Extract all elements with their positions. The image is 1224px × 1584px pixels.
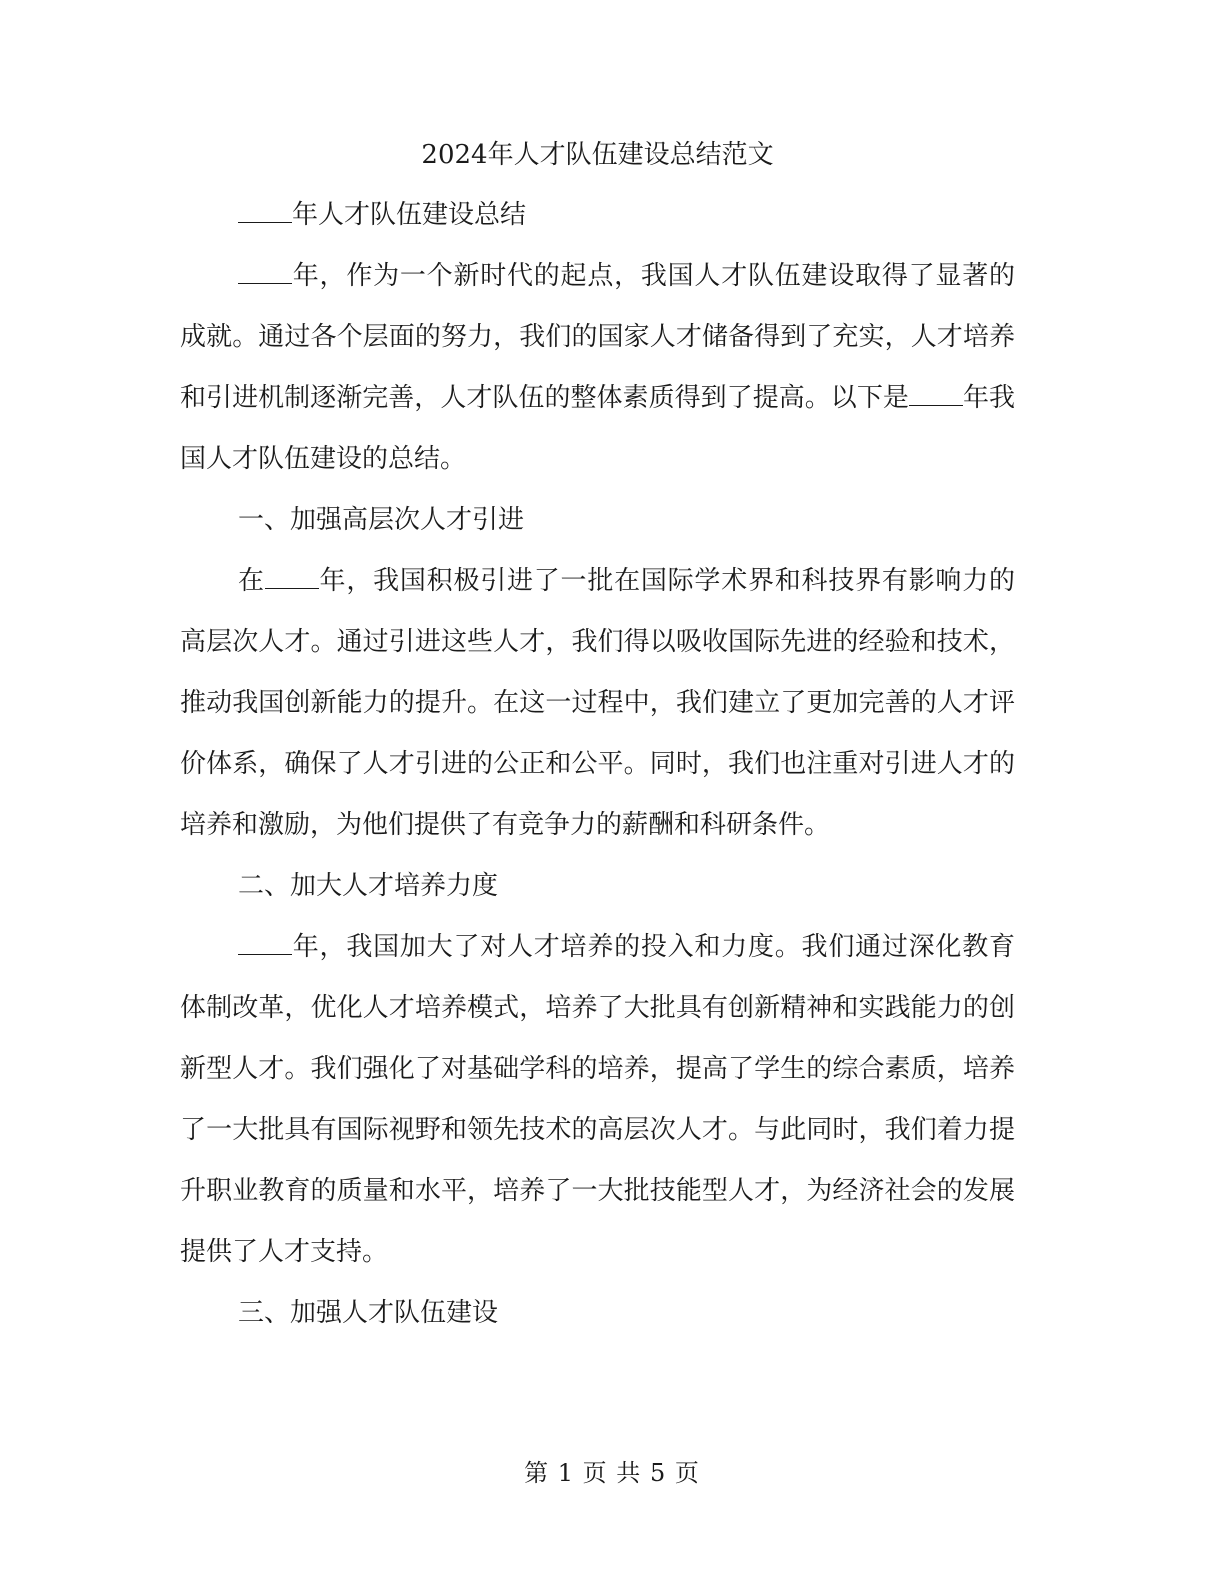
paragraph-intro <box>180 246 1015 490</box>
paragraph-heading-year-summary <box>180 185 1015 246</box>
year-blank <box>238 199 292 223</box>
paragraph-text: 年，作为一个新时代的起点，我国人才队伍建设取得了显著的成就。通过各个层面的努力，我们的国家人才储备得到了充实，人才培养和引进机制逐渐完善，人才队伍的整体素质得到了提高。以下是 <box>180 261 1015 413</box>
paragraph-text-tail: 年我国人才队伍建设的总结。 <box>180 383 1015 474</box>
page-number-footer: 第 1 页 共 5 页 <box>524 1459 700 1487</box>
paragraph-text-pre: 在 <box>238 566 265 596</box>
year-blank <box>238 931 292 955</box>
document-title: 2024年人才队伍建设总结范文 <box>421 140 774 170</box>
year-blank <box>909 382 963 406</box>
document-page <box>180 125 1015 1344</box>
paragraph-text: 年，我国加大了对人才培养的投入和力度。我们通过深化教育体制改革，优化人才培养模式，培养了大批具有创新精神和实践能力的创新型人才。我们强化了对基础学科的培养，提高了学生的综合素质，培养了一大批具有国际视野和领先技术的高层次人才。与此同时，我们着力提升职业教育的质量和水平，培养了一大批技能型人才，为经济社会的发展提供了人才支持。 <box>180 932 1015 1267</box>
year-blank <box>238 260 292 284</box>
paragraph-text: 年人才队伍建设总结 <box>292 200 527 230</box>
section-heading-3: 三、加强人才队伍建设 <box>238 1298 499 1328</box>
section-heading-2: 二、加大人才培养力度 <box>238 871 499 901</box>
year-blank <box>265 565 319 589</box>
section-heading-1: 一、加强高层次人才引进 <box>238 505 525 535</box>
paragraph-text: 年，我国积极引进了一批在国际学术界和科技界有影响力的高层次人才。通过引进这些人才，我们得以吸收国际先进的经验和技术，推动我国创新能力的提升。在这一过程中，我们建立了更加完善的人才评价体系，确保了人才引进的公正和公平。同时，我们也注重对引进人才的培养和激励，为他们提供了有竞争力的薪酬和科研条件。 <box>180 566 1015 840</box>
paragraph-section-2 <box>180 917 1015 1283</box>
paragraph-section-1 <box>180 551 1015 856</box>
